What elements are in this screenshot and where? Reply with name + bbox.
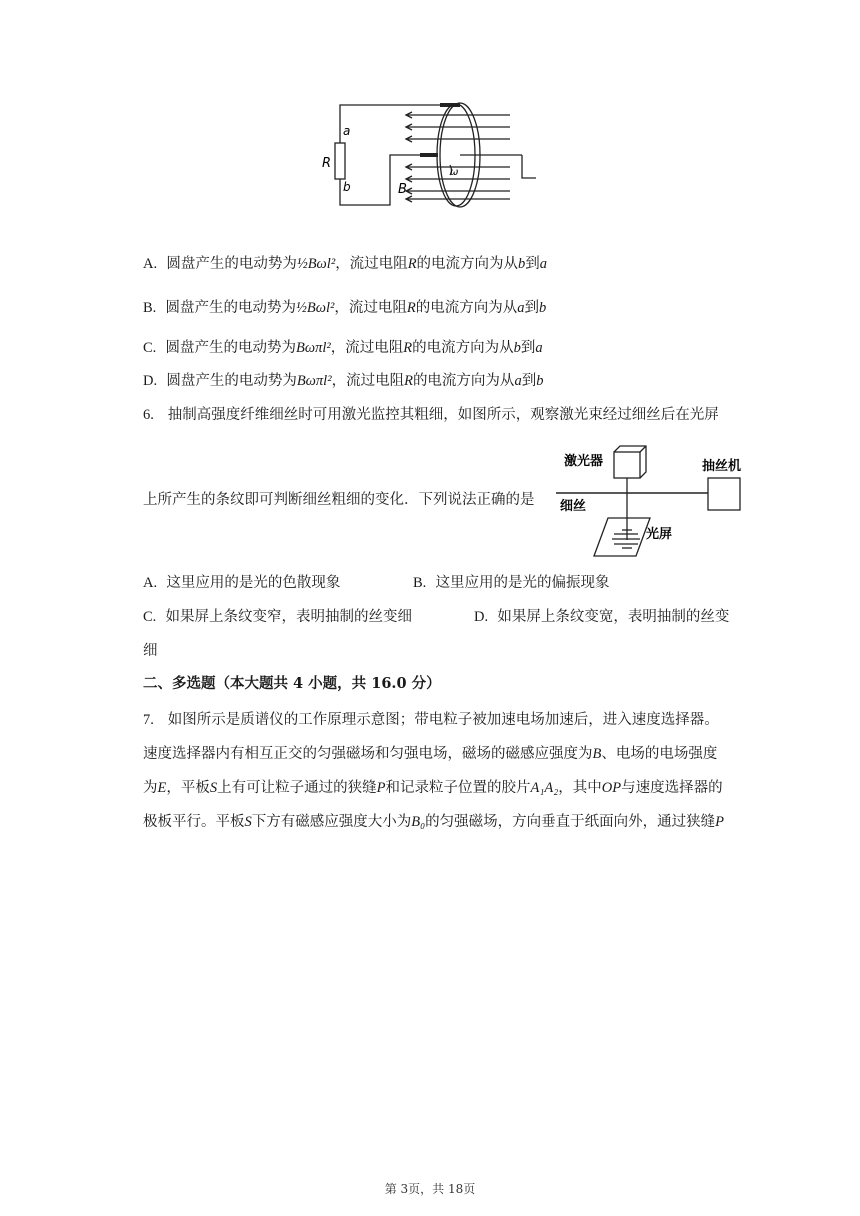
q7-line4: 极板平行。平板S下方有磁感应强度大小为B₀的匀强磁场，方向垂直于纸面向外，通过狭缝P [143,814,725,830]
q6-option-d-wrap: 细 [143,643,158,659]
label-b: b [343,180,351,194]
q7-line2: 速度选择器内有相互正交的匀强磁场和匀强电场，磁场的磁感应强度为B、电场的电场强度 [143,746,718,762]
laser-wire-figure [548,440,758,565]
q7-line3: 为E，平板S上有可让粒子通过的狭缝P和记录粒子位置的胶片A₁A₂，其中OP与速度选择器的 [143,780,723,796]
q6-stem-line2: 上所产生的条纹即可判断细丝粗细的变化．下列说法正确的是 [143,492,535,508]
disk-generator-figure [310,95,550,215]
q6-option-a: A. 这里应用的是光的色散现象 [143,575,341,591]
label-R: R [322,156,332,171]
fig-label-screen: 光屏 [646,527,673,542]
label-B: B [398,182,407,197]
q5-option-d: D. 圆盘产生的电动势为Bωπl²，流过电阻R的电流方向为从a到b [143,373,544,389]
q5-option-c: C. 圆盘产生的电动势为Bωπl²，流过电阻R的电流方向为从b到a [143,340,543,356]
label-omega: ω [450,167,459,178]
fig-label-laser: 激光器 [564,454,604,469]
q6-option-b: B. 这里应用的是光的偏振现象 [413,575,610,591]
q6-option-d: D. 如果屏上条纹变宽，表明抽制的丝变 [474,609,730,625]
q5-option-a: A. 圆盘产生的电动势为½Bωl²，流过电阻R的电流方向为从b到a [143,256,548,272]
q6-stem-line1: 6. 抽制高强度纤维细丝时可用激光监控其粗细，如图所示，观察激光束经过细丝后在光屏 [143,407,719,423]
q6-option-c: C. 如果屏上条纹变窄，表明抽制的丝变细 [143,609,413,625]
q7-line1: 7. 如图所示是质谱仪的工作原理示意图；带电粒子被加速电场加速后，进入速度选择器。 [143,712,719,728]
section-heading: 二、多选题（本大题共 4 小题，共 16.0 分） [143,675,441,692]
q5-option-b: B. 圆盘产生的电动势为½Bωl²，流过电阻R的电流方向为从a到b [143,300,547,316]
fig-label-drawer: 抽丝机 [702,459,742,474]
label-a: a [343,124,351,138]
fig-label-wire: 细丝 [560,499,587,514]
page-footer: 第 3页，共 18页 [384,1182,476,1196]
